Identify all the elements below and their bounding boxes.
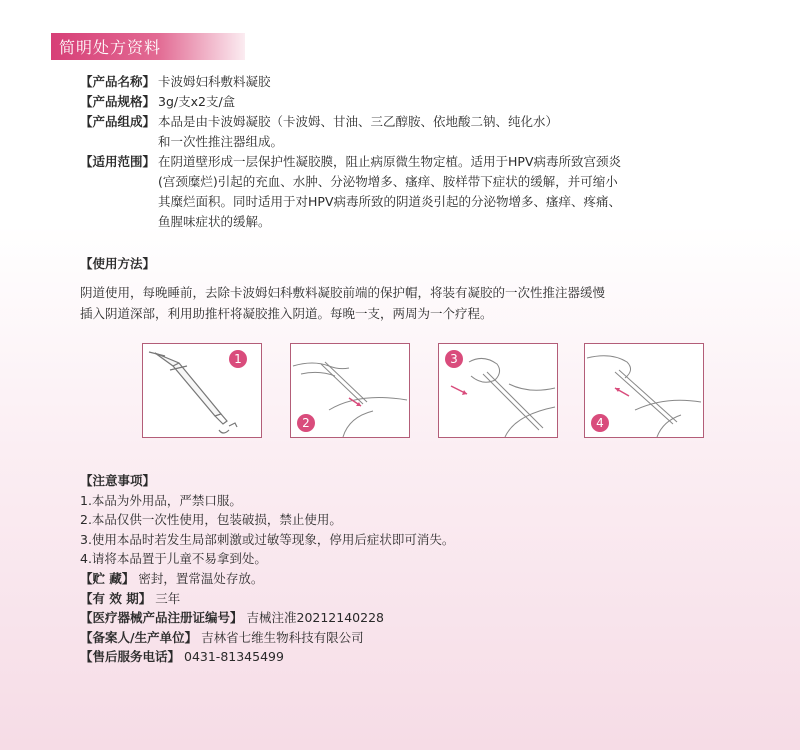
manufacturer-row: [80, 628, 760, 648]
service-phone-label: 【售后服务电话】: [80, 649, 181, 665]
registration-row: [80, 608, 760, 628]
section-title-bar: [51, 33, 245, 60]
product-spec: [80, 72, 760, 232]
product-composition-row: [80, 112, 760, 152]
service-phone-row: [80, 647, 760, 667]
step-number-badge: 1: [229, 350, 247, 368]
product-size-value: 3g/支x2支/盒: [158, 94, 236, 109]
product-size-row: [80, 92, 760, 112]
step-4-panel: [584, 343, 704, 438]
registration-label: 【医疗器械产品注册证编号】: [80, 610, 243, 626]
product-composition-line: 和一次性推注器组成。: [158, 134, 284, 149]
product-scope-line: (宫颈糜烂)引起的充血、水肿、分泌物增多、瘙痒、胺样带下症状的缓解，并可缩小: [158, 174, 618, 189]
product-size-label: 【产品规格】: [80, 94, 156, 109]
registration-value: 吉械注准20212140228: [246, 610, 384, 626]
notes-item: 4.请将本品置于儿童不易拿到处。: [80, 551, 267, 567]
validity-row: [80, 589, 760, 609]
notes-item: 1.本品为外用品，严禁口服。: [80, 492, 242, 508]
storage-label: 【贮 藏】: [80, 570, 135, 586]
usage-section: [80, 254, 770, 324]
notes-item: 2.本品仅供一次性使用，包装破损，禁止使用。: [80, 512, 342, 528]
step-2-panel: [290, 343, 410, 438]
section-title: 简明处方资料: [59, 38, 162, 57]
notes-item: 3.使用本品时若发生局部刺激或过敏等现象，停用后症状即可消失。: [80, 531, 455, 547]
step-number-badge: 2: [297, 414, 315, 432]
usage-steps-illustration: [142, 343, 702, 443]
step-1-panel: [142, 343, 262, 438]
product-scope-line: 在阴道壁形成一层保护性凝胶膜，阻止病原微生物定植。适用于HPV病毒所致宫颈炎: [158, 154, 622, 169]
step-3-panel: [438, 343, 558, 438]
product-scope-label: 【适用范围】: [80, 154, 156, 169]
product-composition-line: 本品是由卡波姆凝胶（卡波姆、甘油、三乙醇胺、依地酸二钠、纯化水）: [158, 114, 559, 129]
notes-section: [80, 471, 760, 667]
validity-value: 三年: [155, 590, 181, 606]
step-number-badge: 3: [445, 350, 463, 368]
product-scope-line: 鱼腥味症状的缓解。: [158, 214, 271, 229]
manufacturer-value: 吉林省七维生物科技有限公司: [201, 629, 364, 645]
product-scope-row: [80, 152, 760, 232]
usage-label: 【使用方法】: [80, 256, 156, 271]
notes-label: 【注意事项】: [80, 473, 156, 488]
product-name-label: 【产品名称】: [80, 74, 156, 89]
storage-row: [80, 569, 760, 589]
product-scope-line: 其糜烂面积。同时适用于对HPV病毒所致的阴道炎引起的分泌物增多、瘙痒、疼痛、: [158, 194, 622, 209]
manufacturer-label: 【备案人/生产单位】: [80, 629, 198, 645]
storage-value: 密封，置常温处存放。: [138, 570, 264, 586]
product-name-row: [80, 72, 760, 92]
product-composition-label: 【产品组成】: [80, 114, 156, 129]
usage-text-line: 阴道使用，每晚睡前，去除卡波姆妇科敷料凝胶前端的保护帽，将装有凝胶的一次性推注器缓慢: [80, 285, 606, 300]
product-name-value: 卡波姆妇科敷料凝胶: [158, 74, 271, 89]
validity-label: 【有 效 期】: [80, 590, 152, 606]
service-phone-value: 0431-81345499: [184, 649, 284, 665]
usage-text-line: 插入阴道深部，利用助推杆将凝胶推入阴道。每晚一支，两周为一个疗程。: [80, 306, 493, 321]
step-number-badge: 4: [591, 414, 609, 432]
